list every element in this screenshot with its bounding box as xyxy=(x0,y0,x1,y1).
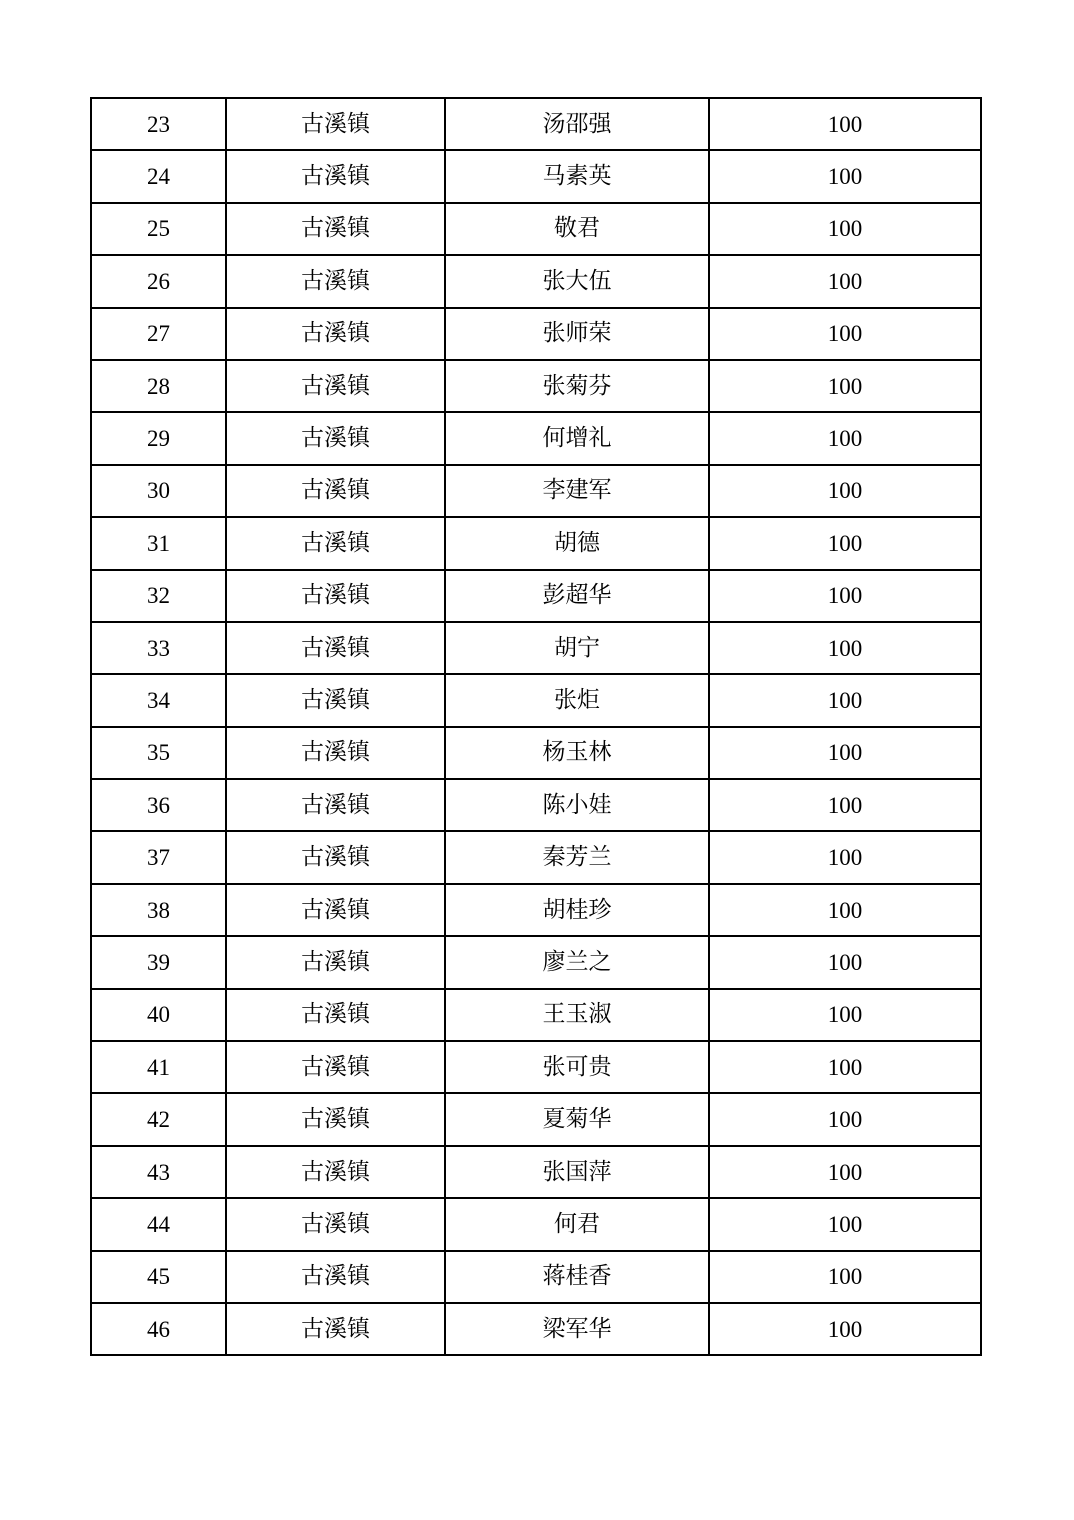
town-cell: 古溪镇 xyxy=(226,570,445,622)
person-name-cell: 杨玉林 xyxy=(445,727,709,779)
amount-cell: 100 xyxy=(709,936,981,988)
person-name-cell: 张炬 xyxy=(445,674,709,726)
person-name-cell: 胡宁 xyxy=(445,622,709,674)
table-row xyxy=(91,465,981,517)
table-row xyxy=(91,831,981,883)
row-index-cell: 41 xyxy=(91,1041,226,1093)
amount-cell: 100 xyxy=(709,98,981,150)
town-cell: 古溪镇 xyxy=(226,622,445,674)
roster-table xyxy=(90,97,982,1356)
town-cell: 古溪镇 xyxy=(226,989,445,1041)
amount-cell: 100 xyxy=(709,412,981,464)
table-row xyxy=(91,1041,981,1093)
amount-cell: 100 xyxy=(709,1146,981,1198)
table-row xyxy=(91,360,981,412)
table-row xyxy=(91,779,981,831)
table-row xyxy=(91,989,981,1041)
person-name-cell: 张国萍 xyxy=(445,1146,709,1198)
person-name-cell: 彭超华 xyxy=(445,570,709,622)
person-name-cell: 何君 xyxy=(445,1198,709,1250)
amount-cell: 100 xyxy=(709,570,981,622)
amount-cell: 100 xyxy=(709,308,981,360)
table-row xyxy=(91,1198,981,1250)
table-row xyxy=(91,1251,981,1303)
row-index-cell: 39 xyxy=(91,936,226,988)
table-row xyxy=(91,203,981,255)
town-cell: 古溪镇 xyxy=(226,203,445,255)
person-name-cell: 敬君 xyxy=(445,203,709,255)
row-index-cell: 33 xyxy=(91,622,226,674)
town-cell: 古溪镇 xyxy=(226,779,445,831)
town-cell: 古溪镇 xyxy=(226,674,445,726)
amount-cell: 100 xyxy=(709,884,981,936)
amount-cell: 100 xyxy=(709,517,981,569)
row-index-cell: 37 xyxy=(91,831,226,883)
amount-cell: 100 xyxy=(709,465,981,517)
person-name-cell: 王玉淑 xyxy=(445,989,709,1041)
row-index-cell: 36 xyxy=(91,779,226,831)
row-index-cell: 38 xyxy=(91,884,226,936)
amount-cell: 100 xyxy=(709,360,981,412)
table-row xyxy=(91,1303,981,1355)
amount-cell: 100 xyxy=(709,150,981,202)
amount-cell: 100 xyxy=(709,1041,981,1093)
town-cell: 古溪镇 xyxy=(226,1251,445,1303)
person-name-cell: 秦芳兰 xyxy=(445,831,709,883)
amount-cell: 100 xyxy=(709,779,981,831)
table-row xyxy=(91,570,981,622)
town-cell: 古溪镇 xyxy=(226,1041,445,1093)
amount-cell: 100 xyxy=(709,622,981,674)
table-row xyxy=(91,517,981,569)
row-index-cell: 42 xyxy=(91,1093,226,1145)
row-index-cell: 46 xyxy=(91,1303,226,1355)
row-index-cell: 23 xyxy=(91,98,226,150)
row-index-cell: 44 xyxy=(91,1198,226,1250)
row-index-cell: 32 xyxy=(91,570,226,622)
row-index-cell: 28 xyxy=(91,360,226,412)
person-name-cell: 李建军 xyxy=(445,465,709,517)
row-index-cell: 26 xyxy=(91,255,226,307)
town-cell: 古溪镇 xyxy=(226,831,445,883)
amount-cell: 100 xyxy=(709,203,981,255)
amount-cell: 100 xyxy=(709,1198,981,1250)
person-name-cell: 梁军华 xyxy=(445,1303,709,1355)
person-name-cell: 张菊芬 xyxy=(445,360,709,412)
person-name-cell: 张师荣 xyxy=(445,308,709,360)
person-name-cell: 张可贵 xyxy=(445,1041,709,1093)
town-cell: 古溪镇 xyxy=(226,150,445,202)
amount-cell: 100 xyxy=(709,989,981,1041)
town-cell: 古溪镇 xyxy=(226,1198,445,1250)
town-cell: 古溪镇 xyxy=(226,1146,445,1198)
amount-cell: 100 xyxy=(709,255,981,307)
table-row xyxy=(91,98,981,150)
amount-cell: 100 xyxy=(709,727,981,779)
town-cell: 古溪镇 xyxy=(226,465,445,517)
table-row xyxy=(91,674,981,726)
row-index-cell: 25 xyxy=(91,203,226,255)
row-index-cell: 27 xyxy=(91,308,226,360)
person-name-cell: 蒋桂香 xyxy=(445,1251,709,1303)
town-cell: 古溪镇 xyxy=(226,360,445,412)
town-cell: 古溪镇 xyxy=(226,1093,445,1145)
table-row xyxy=(91,622,981,674)
town-cell: 古溪镇 xyxy=(226,517,445,569)
table-row xyxy=(91,936,981,988)
amount-cell: 100 xyxy=(709,1303,981,1355)
row-index-cell: 43 xyxy=(91,1146,226,1198)
row-index-cell: 30 xyxy=(91,465,226,517)
town-cell: 古溪镇 xyxy=(226,308,445,360)
person-name-cell: 胡桂珍 xyxy=(445,884,709,936)
person-name-cell: 夏菊华 xyxy=(445,1093,709,1145)
amount-cell: 100 xyxy=(709,1251,981,1303)
table-row xyxy=(91,255,981,307)
town-cell: 古溪镇 xyxy=(226,884,445,936)
table-row xyxy=(91,884,981,936)
town-cell: 古溪镇 xyxy=(226,412,445,464)
row-index-cell: 29 xyxy=(91,412,226,464)
person-name-cell: 陈小娃 xyxy=(445,779,709,831)
amount-cell: 100 xyxy=(709,674,981,726)
amount-cell: 100 xyxy=(709,1093,981,1145)
town-cell: 古溪镇 xyxy=(226,1303,445,1355)
row-index-cell: 45 xyxy=(91,1251,226,1303)
table-row xyxy=(91,412,981,464)
roster-table-body xyxy=(91,98,981,1355)
town-cell: 古溪镇 xyxy=(226,727,445,779)
row-index-cell: 34 xyxy=(91,674,226,726)
person-name-cell: 马素英 xyxy=(445,150,709,202)
town-cell: 古溪镇 xyxy=(226,98,445,150)
person-name-cell: 廖兰之 xyxy=(445,936,709,988)
row-index-cell: 40 xyxy=(91,989,226,1041)
row-index-cell: 31 xyxy=(91,517,226,569)
table-row xyxy=(91,150,981,202)
town-cell: 古溪镇 xyxy=(226,255,445,307)
table-row xyxy=(91,1093,981,1145)
row-index-cell: 24 xyxy=(91,150,226,202)
table-row xyxy=(91,727,981,779)
town-cell: 古溪镇 xyxy=(226,936,445,988)
person-name-cell: 何增礼 xyxy=(445,412,709,464)
person-name-cell: 张大伍 xyxy=(445,255,709,307)
person-name-cell: 汤邵强 xyxy=(445,98,709,150)
table-row xyxy=(91,308,981,360)
amount-cell: 100 xyxy=(709,831,981,883)
person-name-cell: 胡德 xyxy=(445,517,709,569)
row-index-cell: 35 xyxy=(91,727,226,779)
table-row xyxy=(91,1146,981,1198)
